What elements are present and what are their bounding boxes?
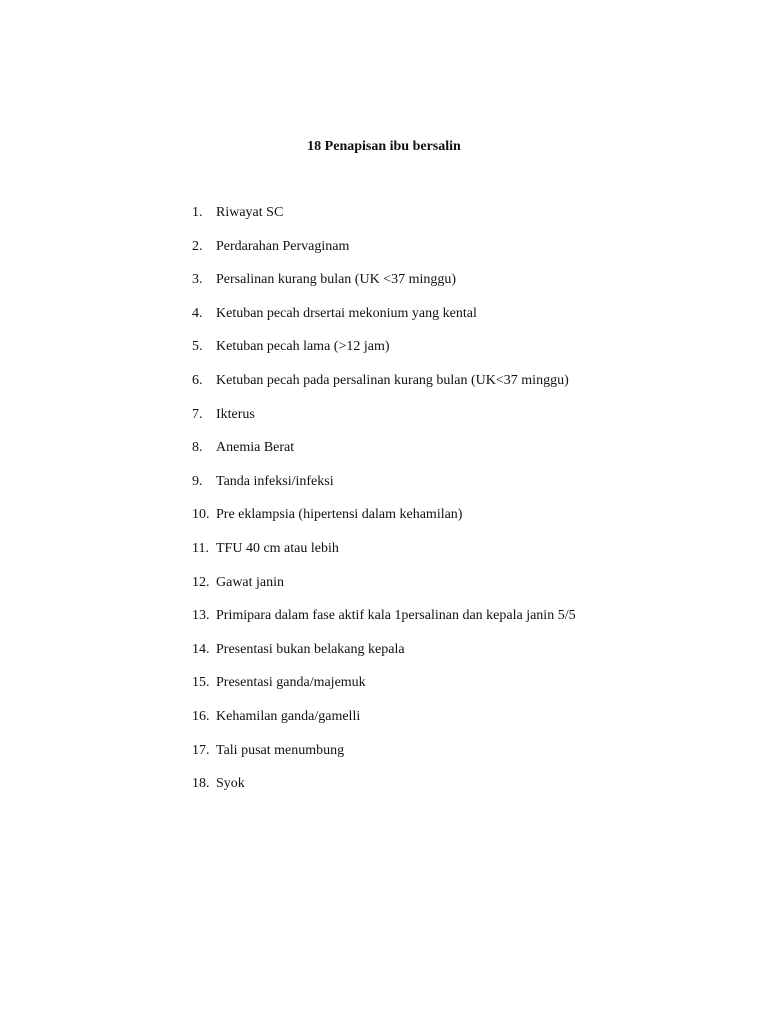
- list-item: [192, 406, 576, 440]
- list-item: [192, 574, 576, 608]
- list-item-text: Ketuban pecah drsertai mekonium yang kental: [216, 305, 477, 321]
- list-item-text: Gawat janin: [216, 574, 285, 590]
- list-item-text: Ikterus: [216, 406, 255, 422]
- list-item-text: Tali pusat menumbung: [216, 742, 345, 758]
- list-item: [192, 305, 576, 339]
- list-item-text: Riwayat SC: [216, 205, 284, 220]
- list-item-text: Anemia Berat: [216, 440, 295, 456]
- page-title-text: 18 Penapisan ibu bersalin: [307, 139, 461, 154]
- list-item: [192, 506, 576, 540]
- list-item-number: 6.: [192, 372, 203, 388]
- list-item-text: Ketuban pecah lama (>12 jam): [216, 339, 390, 355]
- page-title: [0, 138, 768, 156]
- list-item: [192, 708, 576, 742]
- list-item-text: Primipara dalam fase aktif kala 1persalinan dan kepala janin 5/5: [216, 608, 576, 624]
- list-item-number: 12.: [192, 574, 210, 590]
- list-item: [192, 204, 576, 238]
- list-item-number: 2.: [192, 238, 203, 254]
- list-item-text: Syok: [216, 776, 245, 792]
- list-item-number: 1.: [192, 205, 203, 220]
- list-item-text: Presentasi bukan belakang kepala: [216, 641, 405, 657]
- list-item-number: 10.: [192, 507, 210, 523]
- list-item-number: 14.: [192, 641, 210, 657]
- list-item: [192, 641, 576, 675]
- list-item: [192, 607, 576, 641]
- list-item-text: Pre eklampsia (hipertensi dalam kehamilan): [216, 507, 463, 523]
- list-item-text: TFU 40 cm atau lebih: [216, 540, 339, 556]
- list-item-number: 4.: [192, 305, 203, 321]
- list-item: [192, 775, 576, 809]
- list-item-number: 15.: [192, 675, 210, 691]
- list-item-number: 13.: [192, 608, 210, 624]
- list-item: [192, 540, 576, 574]
- list-item-number: 17.: [192, 742, 210, 758]
- list-item: [192, 439, 576, 473]
- list-item-text: Kehamilan ganda/gamelli: [216, 708, 361, 724]
- list-item: [192, 238, 576, 272]
- list-item-text: Tanda infeksi/infeksi: [216, 473, 334, 489]
- list-item: [192, 372, 576, 406]
- list-item-number: 3.: [192, 272, 203, 288]
- list-item-number: 7.: [192, 406, 203, 422]
- list-item-number: 5.: [192, 339, 203, 355]
- list-item: [192, 742, 576, 776]
- list-item-text: Persalinan kurang bulan (UK <37 minggu): [216, 272, 457, 288]
- list-item-text: Perdarahan Pervaginam: [216, 238, 350, 254]
- list-item: [192, 473, 576, 507]
- list-item: [192, 338, 576, 372]
- list-item-number: 11.: [192, 540, 209, 556]
- list-item-number: 18.: [192, 776, 210, 792]
- list-item: [192, 271, 576, 305]
- list-item-text: Presentasi ganda/majemuk: [216, 675, 366, 691]
- list-item-number: 8.: [192, 440, 203, 456]
- list-item: [192, 674, 576, 708]
- list-item-text: Ketuban pecah pada persalinan kurang bulan (UK<37 minggu): [216, 372, 569, 388]
- list-item-number: 9.: [192, 473, 203, 489]
- screening-list: [192, 204, 576, 809]
- list-item-number: 16.: [192, 708, 210, 724]
